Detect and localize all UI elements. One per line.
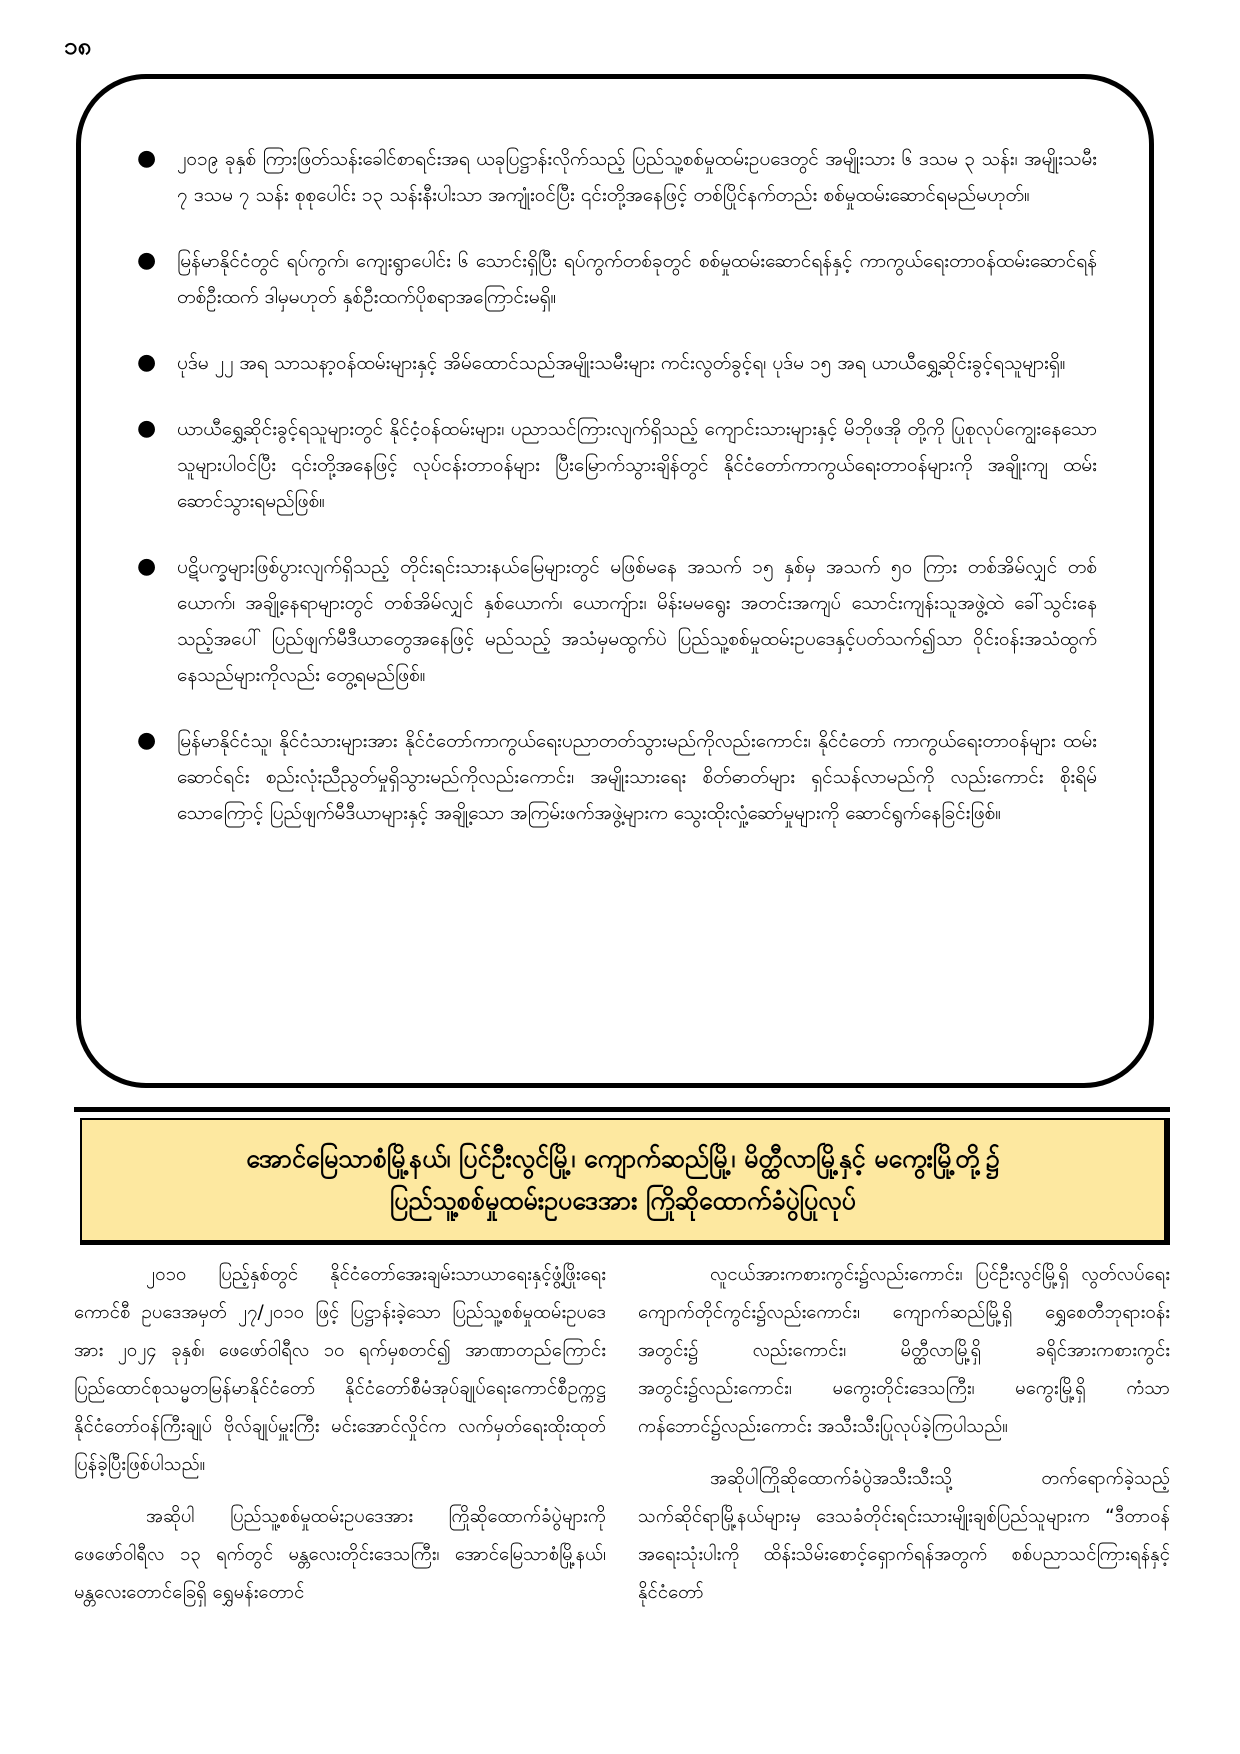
article-column-left — [74, 1256, 606, 1744]
article-headline — [80, 1118, 1170, 1245]
bullet-text: မြန်မာနိုင်ငံတွင် ရပ်ကွက်၊ ကျေးရွာပေါင်း ၆ သောင်းရှိပြီး ရပ်ကွက်တစ်ခုတွင် စစ်မှုထမ်းဆောင်ရန်နှင့် ကာကွယ်ရေးတာဝန်ထမ်းဆောင်ရန် တစ်ဦးထက် ဒါမှမဟုတ် နှစ်ဦးထက်ပိုစရာအကြောင်းမရှိ။ — [177, 250, 1097, 308]
headline-line-2: ပြည်သူ့စစ်မှုထမ်းဥပဒေအား ကြိုဆိုထောက်ခံပွဲပြုလုပ် — [390, 1186, 856, 1215]
section-divider — [74, 1107, 1170, 1112]
list-item — [133, 411, 1097, 519]
article-paragraph: ၂၀၁၀ ပြည့်နှစ်တွင် နိုင်ငံတော်အေးချမ်းသာယာရေးနှင့်ဖွံ့ဖြိုးရေးကောင်စီ ဥပဒေအမှတ် ၂၇/၂၀၁၀ ဖြင့် ပြဋ္ဌာန်းခဲ့သော ပြည်သူ့စစ်မှုထမ်းဥပဒေအား ၂၀၂၄ ခုနှစ်၊ ဖေဖော်ဝါရီလ ၁၀ ရက်မှစတင်၍ အာဏာတည်ကြောင်း ပြည်ထောင်စုသမ္မတမြန်မာနိုင်ငံတော် နိုင်ငံတော်စီမံအုပ်ချုပ်ရေးကောင်စီဥက္ကဋ္ဌ နိုင်ငံတော်ဝန်ကြီးချုပ် ဗိုလ်ချုပ်မှူးကြီး မင်းအောင်လှိုင်က လက်မှတ်ရေးထိုးထုတ်ပြန်ခဲ့ပြီးဖြစ်ပါသည်။ — [74, 1264, 606, 1475]
article-column-right — [638, 1256, 1170, 1744]
key-points-box — [76, 74, 1154, 1088]
bullet-text: ၂၀၁၉ ခုနှစ် ကြားဖြတ်သန်းခေါင်စာရင်းအရ ယခုပြဋ္ဌာန်းလိုက်သည့် ပြည်သူ့စစ်မှုထမ်းဥပဒေတွင် အမျိုးသား ၆ ဒသမ ၃ သန်း၊ အမျိုးသမီး ၇ ဒသမ ၇ သန်း စုစုပေါင်း ၁၃ သန်းနီးပါးသာ အကျုံးဝင်ပြီး ၎င်းတို့အနေဖြင့် တစ်ပြိုင်နက်တည်း စစ်မှုထမ်းဆောင်ရမည်မဟုတ်။ — [177, 148, 1097, 206]
list-item — [133, 141, 1097, 213]
list-item — [133, 243, 1097, 315]
bullet-icon: ● — [137, 248, 157, 273]
article-paragraph: အဆိုပါကြိုဆိုထောက်ခံပွဲအသီးသီးသို့ တက်ရောက်ခဲ့သည့် သက်ဆိုင်ရာမြို့နယ်များမှ ဒေသခံတိုင်းရင်းသားမျိုးချစ်ပြည်သူများက “ဒီတာဝန်အရေးသုံးပါးကို ထိန်းသိမ်းစောင့်ရှောက်ရန်အတွက် စစ်ပညာသင်ကြားရန်နှင့် နိုင်ငံတော် — [638, 1468, 1170, 1603]
article-body — [74, 1256, 1170, 1744]
bullet-icon: ● — [137, 146, 157, 171]
bullet-text: ပဋိပက္ခများဖြစ်ပွားလျက်ရှိသည့် တိုင်းရင်းသားနယ်မြေများတွင် မဖြစ်မနေ အသက် ၁၅ နှစ်မှ အသက် ၅၀ ကြား တစ်အိမ်လျှင် တစ်ယောက်၊ အချို့နေရာများတွင် တစ်အိမ်လျှင် နှစ်ယောက်၊ ယောကျ်ား၊ မိန်းမမရွေး အတင်းအကျပ် သောင်းကျန်းသူအဖွဲ့ထဲ ခေါ်သွင်းနေသည့်အပေါ် ပြည်ဖျက်မီဒီယာတွေအနေဖြင့် မည်သည့် အသံမှမထွက်ပဲ ပြည်သူ့စစ်မှုထမ်းဥပဒေနှင့်ပတ်သက်၍သာ ဝိုင်းဝန်းအသံထွက်နေသည်များကိုလည်း တွေ့ရမည်ဖြစ်။ — [177, 556, 1097, 686]
bullet-icon: ● — [137, 416, 157, 441]
bullet-text: ယာယီရွှေ့ဆိုင်းခွင့်ရသူများတွင် နိုင်ငံ့ဝန်ထမ်းများ၊ ပညာသင်ကြားလျက်ရှိသည့် ကျောင်းသားများနှင့် မိဘိုဖအို တို့ကို ပြုစုလုပ်ကျွေးနေသောသူများပါဝင်ပြီး ၎င်းတို့အနေဖြင့် လုပ်ငန်းတာဝန်များ ပြီးမြောက်သွားချိန်တွင် နိုင်ငံတော်ကာကွယ်ရေးတာဝန်များကို အချိုးကျ ထမ်းဆောင်သွားရမည်ဖြစ်။ — [177, 418, 1097, 512]
page-number: ၁၈ — [64, 32, 92, 60]
list-item — [133, 549, 1097, 693]
bullet-icon: ● — [137, 554, 157, 579]
bullet-icon: ● — [137, 728, 157, 753]
key-points-list — [133, 141, 1097, 831]
bullet-text: မြန်မာနိုင်ငံသူ၊ နိုင်ငံသားများအား နိုင်ငံတော်ကာကွယ်ရေးပညာတတ်သွားမည်ကိုလည်းကောင်း၊ နိုင်ငံတော် ကာကွယ်ရေးတာဝန်များ ထမ်းဆောင်ရင်း စည်းလုံးညီညွတ်မှုရှိသွားမည်ကိုလည်းကောင်း၊ အမျိုးသားရေး စိတ်ဓာတ်များ ရှင်သန်လာမည်ကို လည်းကောင်း စိုးရိမ်သောကြောင့် ပြည်ဖျက်မီဒီယာများနှင့် အချို့သော အကြမ်းဖက်အဖွဲ့များက သွေးထိုးလှုံ့ဆော်မှုများကို ဆောင်ရွက်နေခြင်းဖြစ်။ — [177, 730, 1097, 824]
bullet-text: ပုဒ်မ ၂၂ အရ သာသနာ့ဝန်ထမ်းများနှင့် အိမ်ထောင်သည်အမျိုးသမီးများ ကင်းလွတ်ခွင့်ရ၊ ပုဒ်မ ၁၅ အရ ယာယီရွှေ့ဆိုင်းခွင့်ရသူများရှိ။ — [177, 352, 1066, 374]
bullet-icon: ● — [137, 350, 157, 375]
list-item — [133, 723, 1097, 831]
headline-line-1: အောင်မြေသာစံမြို့နယ်၊ ပြင်ဦးလွင်မြို့၊ ကျောက်ဆည်မြို့၊ မိတ္ထီလာမြို့နှင့် မကွေးမြို့တို့၌ — [246, 1144, 1000, 1173]
article-paragraph: အဆိုပါ ပြည်သူ့စစ်မှုထမ်းဥပဒေအား ကြိုဆိုထောက်ခံပွဲများကို ဖေဖော်ဝါရီလ ၁၃ ရက်တွင် မန္တလေးတိုင်းဒေသကြီး၊ အောင်မြေသာစံမြို့နယ်၊ မန္တလေးတောင်ခြေရှိ ရွှေမန်းတောင် — [74, 1506, 606, 1603]
article-paragraph: လူငယ်အားကစားကွင်း၌လည်းကောင်း၊ ပြင်ဦးလွင်မြို့ရှိ လွတ်လပ်ရေး ကျောက်တိုင်ကွင်း၌လည်းကောင်း၊ ကျောက်ဆည်မြို့ရှိ ရွှေစေတီဘုရားဝန်းအတွင်း၌ လည်းကောင်း၊ မိတ္ထီလာမြို့ရှိ ခရိုင်အားကစားကွင်းအတွင်း၌လည်းကောင်း၊ မကွေးတိုင်းဒေသကြီး၊ မကွေးမြို့ရှိ ကံသာကန်ဘောင်၌လည်းကောင်း အသီးသီးပြုလုပ်ခဲ့ကြပါသည်။ — [638, 1264, 1170, 1437]
list-item — [133, 345, 1097, 381]
